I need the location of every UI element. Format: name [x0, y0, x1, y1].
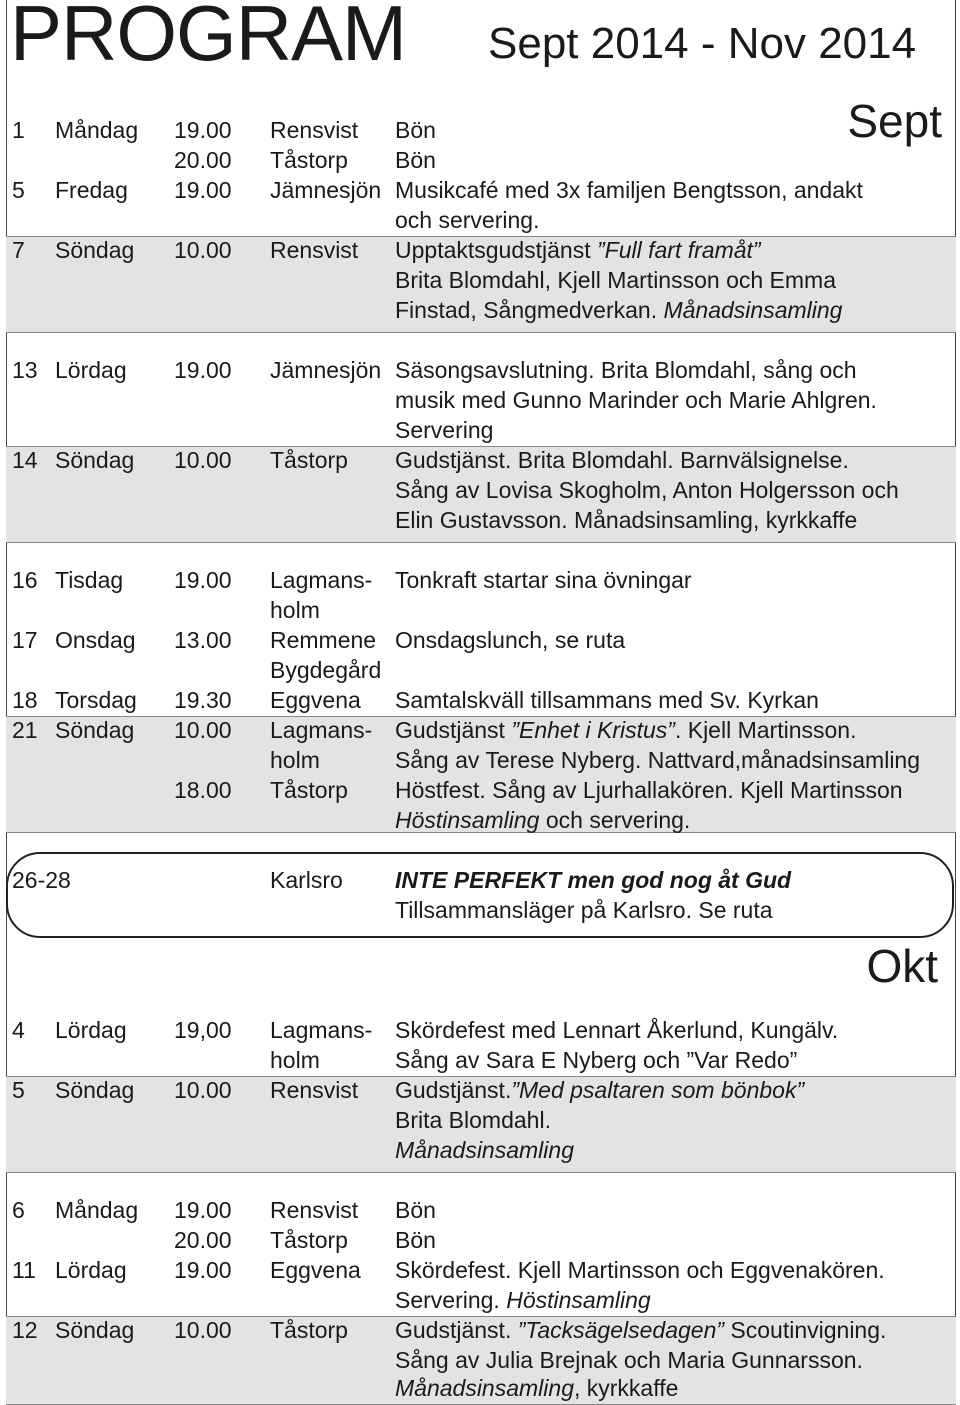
description: Brita Blomdahl, Kjell Martinsson och Emma	[395, 267, 836, 293]
description: Tonkraft startar sina övningar	[395, 567, 692, 593]
place: Rensvist	[270, 237, 359, 263]
date-number: 26-28	[12, 867, 71, 893]
description	[395, 805, 690, 835]
description: musik med Gunno Marinder och Marie Ahlgren.	[395, 387, 877, 413]
time: 19.30	[174, 687, 232, 713]
date-number: 12	[12, 1317, 38, 1343]
description: Bön	[395, 1227, 436, 1253]
description-italic: Månadsinsamling	[395, 1375, 574, 1401]
description: Säsongsavslutning. Brita Blomdahl, sång och	[395, 357, 857, 383]
place: Eggvena	[270, 687, 361, 713]
description-text: Gudstjänst	[395, 717, 512, 743]
date-number: 17	[12, 627, 38, 653]
place: Tåstorp	[270, 447, 348, 473]
description: Servering	[395, 417, 494, 443]
description	[395, 1075, 804, 1105]
date-number: 14	[12, 447, 38, 473]
description: Skördefest. Kjell Martinsson och Eggvenakören.	[395, 1257, 885, 1283]
place: Remmene	[270, 627, 377, 653]
description-text: Gudstjänst.	[395, 1317, 518, 1343]
page-subtitle: Sept 2014 - Nov 2014	[488, 19, 917, 68]
description: Bön	[395, 1197, 436, 1223]
weekday: Torsdag	[55, 687, 137, 713]
description-italic: ”Med psaltaren som bönbok”	[511, 1077, 805, 1103]
date-number: 1	[12, 117, 25, 143]
description-italic: ”Enhet i Kristus”	[511, 717, 675, 743]
description	[395, 715, 856, 745]
weekday: Lördag	[55, 1257, 127, 1283]
time: 10.00	[174, 237, 232, 263]
place: Lagmans-	[270, 1017, 373, 1043]
event-headline: INTE PERFEKT men god nog åt Gud	[395, 867, 792, 893]
place: Rensvist	[270, 1077, 359, 1103]
date-number: 6	[12, 1197, 25, 1223]
weekday: Måndag	[55, 1197, 139, 1223]
place: Lagmans-	[270, 717, 373, 743]
description-text: . Kjell Martinsson.	[674, 717, 857, 743]
time: 19.00	[174, 1257, 232, 1283]
weekday: Onsdag	[55, 627, 136, 653]
time: 19,00	[174, 1017, 232, 1043]
time: 19.00	[174, 177, 232, 203]
time: 20.00	[174, 147, 232, 173]
weekday: Söndag	[55, 447, 135, 473]
date-number: 11	[12, 1257, 36, 1283]
description-italic: ”Tacksägelsedagen”	[517, 1317, 725, 1343]
description-text: Servering.	[395, 1287, 507, 1313]
time: 10.00	[174, 717, 232, 743]
time: 20.00	[174, 1227, 232, 1253]
date-number: 16	[12, 567, 38, 593]
description-text: Gudstjänst.	[395, 1077, 512, 1103]
description: Gudstjänst. Brita Blomdahl. Barnvälsignelse.	[395, 447, 849, 473]
description-italic: Höstinsamling	[506, 1287, 651, 1313]
description: Musikcafé med 3x familjen Bengtsson, andakt	[395, 177, 863, 203]
weekday: Tisdag	[55, 567, 124, 593]
place: holm	[270, 747, 320, 773]
description: Elin Gustavsson. Månadsinsamling, kyrkkaffe	[395, 507, 858, 533]
time: 19.00	[174, 357, 232, 383]
date-number: 5	[12, 177, 25, 203]
date-number: 18	[12, 687, 38, 713]
description: Höstfest. Sång av Ljurhallakören. Kjell Martinsson	[395, 777, 903, 803]
description-text: Finstad, Sångmedverkan.	[395, 297, 664, 323]
description	[395, 1315, 886, 1345]
weekday: Söndag	[55, 717, 135, 743]
place: Tåstorp	[270, 777, 348, 803]
description: Skördefest med Lennart Åkerlund, Kungälv.	[395, 1017, 839, 1043]
description-italic: Månadsinsamling	[663, 297, 843, 323]
time: 10.00	[174, 447, 232, 473]
page-title: PROGRAM	[10, 0, 407, 77]
description	[395, 1285, 651, 1315]
date-number: 5	[12, 1077, 25, 1103]
weekday: Lördag	[55, 357, 127, 383]
description: Sång av Lovisa Skogholm, Anton Holgersson och	[395, 477, 899, 503]
description-italic: ”Full fart framåt”	[597, 237, 761, 263]
month-heading-sept: Sept	[847, 95, 942, 147]
description-italic: Höstinsamling	[395, 807, 540, 833]
description-text: och servering.	[539, 807, 691, 833]
date-number: 4	[12, 1017, 25, 1043]
place: Rensvist	[270, 1197, 359, 1223]
description	[395, 1373, 678, 1403]
weekday: Söndag	[55, 1317, 135, 1343]
place: Jämnesjön	[270, 177, 382, 203]
description-text: Upptaktsgudstjänst	[395, 237, 598, 263]
time: 10.00	[174, 1317, 232, 1343]
date-number: 21	[12, 717, 38, 743]
description: Brita Blomdahl.	[395, 1107, 551, 1133]
description: Bön	[395, 117, 436, 143]
place: Lagmans-	[270, 567, 373, 593]
description-italic: Månadsinsamling	[395, 1137, 574, 1163]
description-text: , kyrkkaffe	[573, 1375, 679, 1401]
description: Bön	[395, 147, 436, 173]
place: Jämnesjön	[270, 357, 382, 383]
description: Sång av Terese Nyberg. Nattvard,månadsinsamling	[395, 747, 921, 773]
weekday: Lördag	[55, 1017, 127, 1043]
weekday: Fredag	[55, 177, 128, 203]
place: Rensvist	[270, 117, 359, 143]
description: Sång av Julia Brejnak och Maria Gunnarsson.	[395, 1347, 863, 1373]
time: 19.00	[174, 567, 232, 593]
place: Karlsro	[270, 867, 343, 893]
month-heading-okt: Okt	[866, 940, 938, 992]
time: 13.00	[174, 627, 232, 653]
description: Onsdagslunch, se ruta	[395, 627, 626, 653]
place: holm	[270, 1047, 320, 1073]
place: Tåstorp	[270, 147, 348, 173]
description: Tillsammansläger på Karlsro. Se ruta	[395, 897, 773, 923]
description-text: Scoutinvigning.	[724, 1317, 887, 1343]
place: Tåstorp	[270, 1317, 348, 1343]
place: Eggvena	[270, 1257, 361, 1283]
description: Sång av Sara E Nyberg och ”Var Redo”	[395, 1047, 798, 1073]
weekday: Måndag	[55, 117, 139, 143]
time: 19.00	[174, 117, 232, 143]
date-number: 13	[12, 357, 38, 383]
time: 18.00	[174, 777, 232, 803]
weekday: Söndag	[55, 1077, 135, 1103]
place: Bygdegård	[270, 657, 382, 683]
description: Samtalskväll tillsammans med Sv. Kyrkan	[395, 687, 819, 713]
place: holm	[270, 597, 320, 623]
time: 19.00	[174, 1197, 232, 1223]
date-number: 7	[12, 237, 25, 263]
weekday: Söndag	[55, 237, 135, 263]
time: 10.00	[174, 1077, 232, 1103]
place: Tåstorp	[270, 1227, 348, 1253]
description	[395, 235, 761, 265]
description	[395, 295, 842, 325]
description: och servering.	[395, 207, 540, 233]
